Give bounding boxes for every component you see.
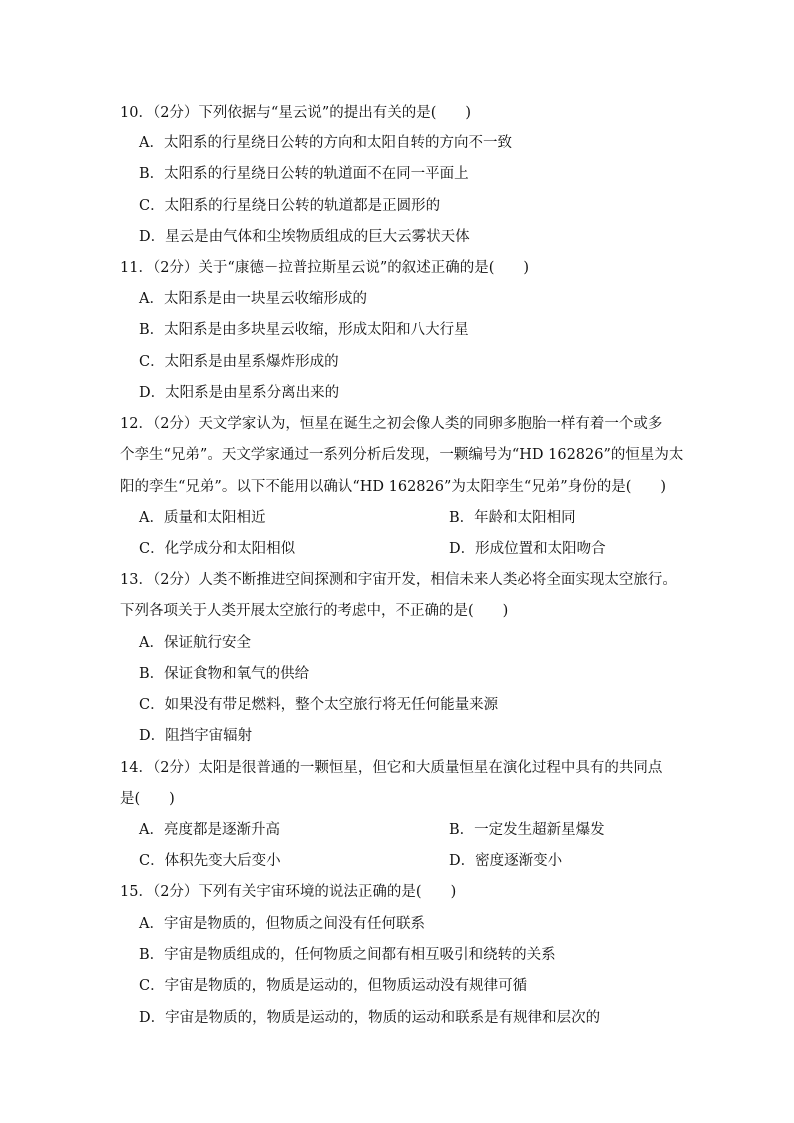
question-15-option-d: D．宇宙是物质的，物质是运动的，物质的运动和联系是有规律和层次的 [139,1010,601,1026]
question-11-option-c: C．太阳系是由星系爆炸形成的 [139,354,339,370]
question-10-option-c: C．太阳系的行星绕日公转的轨道都是正圆形的 [139,198,441,214]
question-15-option-b: B．宇宙是物质组成的，任何物质之间都有相互吸引和绕转的关系 [139,947,556,963]
question-14-option-b: B．一定发生超新星爆发 [449,822,605,838]
question-11-stem: 11．（2分）关于“康德－拉普拉斯星云说”的叙述正确的是( ) [120,260,530,276]
question-12-stem-line-1: 12．（2分）天文学家认为，恒星在诞生之初会像人类的同卵多胞胎一样有着一个或多 [120,416,663,432]
question-10-option-b: B．太阳系的行星绕日公转的轨道面不在同一平面上 [139,166,469,182]
question-13-option-c: C．如果没有带足燃料，整个太空旅行将无任何能量来源 [139,697,499,713]
question-12-stem-line-3: 阳的孪生“兄弟”。以下不能用以确认“HD 162826”为太阳孪生“兄弟”身份的是( ) [120,479,667,495]
question-12-option-a: A．质量和太阳相近 [139,510,266,526]
question-11-option-a: A．太阳系是由一块星云收缩形成的 [139,291,367,307]
question-14-stem-line-2: 是( ) [120,791,175,807]
question-10-stem: 10．（2分）下列依据与“星云说”的提出有关的是( ) [120,105,472,121]
question-13-option-d: D．阻挡宇宙辐射 [139,728,253,744]
question-14-option-a: A．亮度都是逐渐升高 [139,822,280,838]
question-13-option-a: A．保证航行安全 [139,635,251,651]
question-11-option-d: D．太阳系是由星系分离出来的 [139,385,340,401]
question-15-option-c: C．宇宙是物质的，物质是运动的，但物质运动没有规律可循 [139,978,528,994]
question-10-option-a: A．太阳系的行星绕日公转的方向和太阳自转的方向不一致 [139,135,512,151]
question-10-option-d: D．星云是由气体和尘埃物质组成的巨大云雾状天体 [139,229,470,245]
question-13-stem-line-1: 13．（2分）人类不断推进空间探测和宇宙开发，相信未来人类必将全面实现太空旅行。 [120,572,677,588]
question-15-option-a: A．宇宙是物质的，但物质之间没有任何联系 [139,916,425,932]
question-13-stem-line-2: 下列各项关于人类开展太空旅行的考虑中，不正确的是( ) [120,603,509,619]
question-12-option-b: B．年龄和太阳相同 [449,510,576,526]
question-12-option-c: C．化学成分和太阳相似 [139,541,296,557]
question-15-stem: 15．（2分）下列有关宇宙环境的说法正确的是( ) [120,884,457,900]
question-12-option-d: D．形成位置和太阳吻合 [449,541,606,557]
question-14-option-d: D．密度逐渐变小 [449,853,563,869]
question-13-option-b: B．保证食物和氧气的供给 [139,666,310,682]
question-14-option-c: C．体积先变大后变小 [139,853,281,869]
question-12-stem-line-2: 个孪生“兄弟”。天文学家通过一系列分析后发现，一颗编号为“HD 162826”的恒星为太 [120,447,684,463]
question-14-stem-line-1: 14．（2分）太阳是很普通的一颗恒星，但它和大质量恒星在演化过程中具有的共同点 [120,760,663,776]
question-11-option-b: B．太阳系是由多块星云收缩，形成太阳和八大行星 [139,322,469,338]
